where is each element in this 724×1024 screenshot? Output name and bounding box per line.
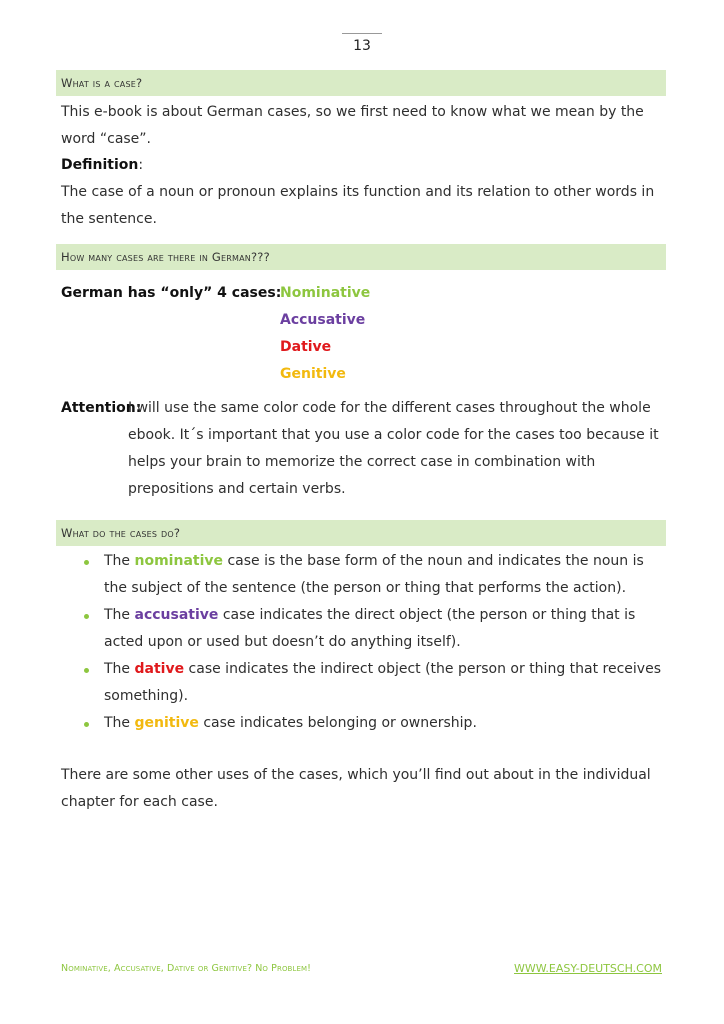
list-item (80, 602, 670, 656)
bullet-text: case indicates the direct object (the person or thing that is acted upon or used but doesn’t do anything itself). (104, 607, 636, 650)
page-number: 13 (353, 38, 371, 54)
definition-label: Definition (61, 157, 139, 173)
bullet-case-genitive: genitive (134, 715, 199, 731)
footer-website-link[interactable]: WWW.EASY-DEUTSCH.COM (514, 962, 662, 975)
bullet-pre: The (104, 553, 135, 569)
case-genitive: Genitive (280, 366, 346, 382)
attention-paragraph: ebook. It´s important that you use a color code for the cases too because it helps your brain to memorize the correct case in combination with prepositions and certain verbs. (128, 427, 659, 497)
bullet-icon (84, 668, 89, 673)
list-item (80, 710, 670, 737)
section-heading-what-is-a-case: What is a case? (56, 70, 666, 96)
bullet-text: case indicates the indirect object (the person or thing that receives something). (104, 661, 661, 704)
cases-function-list (80, 548, 670, 737)
intro-paragraph: This e-book is about German cases, so we first need to know what we mean by the word “case”. (61, 104, 644, 147)
bullet-icon (84, 560, 89, 565)
definition-paragraph: The case of a noun or pronoun explains its function and its relation to other words in the sentence. (61, 184, 655, 227)
bullet-icon (84, 614, 89, 619)
definition-line (61, 152, 661, 179)
bullet-pre: The (104, 715, 135, 731)
definition-colon: : (138, 157, 144, 173)
case-nominative: Nominative (280, 285, 371, 301)
bullet-case-nominative: nominative (134, 553, 223, 569)
section-heading-how-many-cases: How many cases are there in German??? (56, 244, 666, 270)
bullet-pre: The (104, 607, 135, 623)
closing-paragraph: There are some other uses of the cases, which you’ll find out about in the individual chapter for each case. (61, 767, 651, 810)
case-dative: Dative (280, 339, 332, 355)
section-heading-what-do-cases-do: What do the cases do? (56, 520, 666, 546)
case-accusative: Accusative (280, 312, 366, 328)
cases-count-label: German has “only” 4 cases: (61, 285, 282, 301)
page-number-rule (342, 33, 382, 34)
bullet-pre: The (104, 661, 135, 677)
footer-book-title: Nominative, Accusative, Dative or Genitive? No Problem! (61, 963, 312, 974)
bullet-case-accusative: accusative (134, 607, 219, 623)
attention-first-line: I will use the same color code for the different cases throughout the whole (128, 400, 651, 416)
list-item (80, 656, 670, 710)
bullet-icon (84, 722, 89, 727)
bullet-case-dative: dative (134, 661, 185, 677)
list-item (80, 548, 670, 602)
bullet-text: case indicates belonging or ownership. (198, 715, 477, 731)
attention-label: Attention: (61, 400, 142, 416)
bullet-text: case is the base form of the noun and indicates the noun is the subject of the sentence (the person or thing that performs the action). (104, 553, 644, 596)
